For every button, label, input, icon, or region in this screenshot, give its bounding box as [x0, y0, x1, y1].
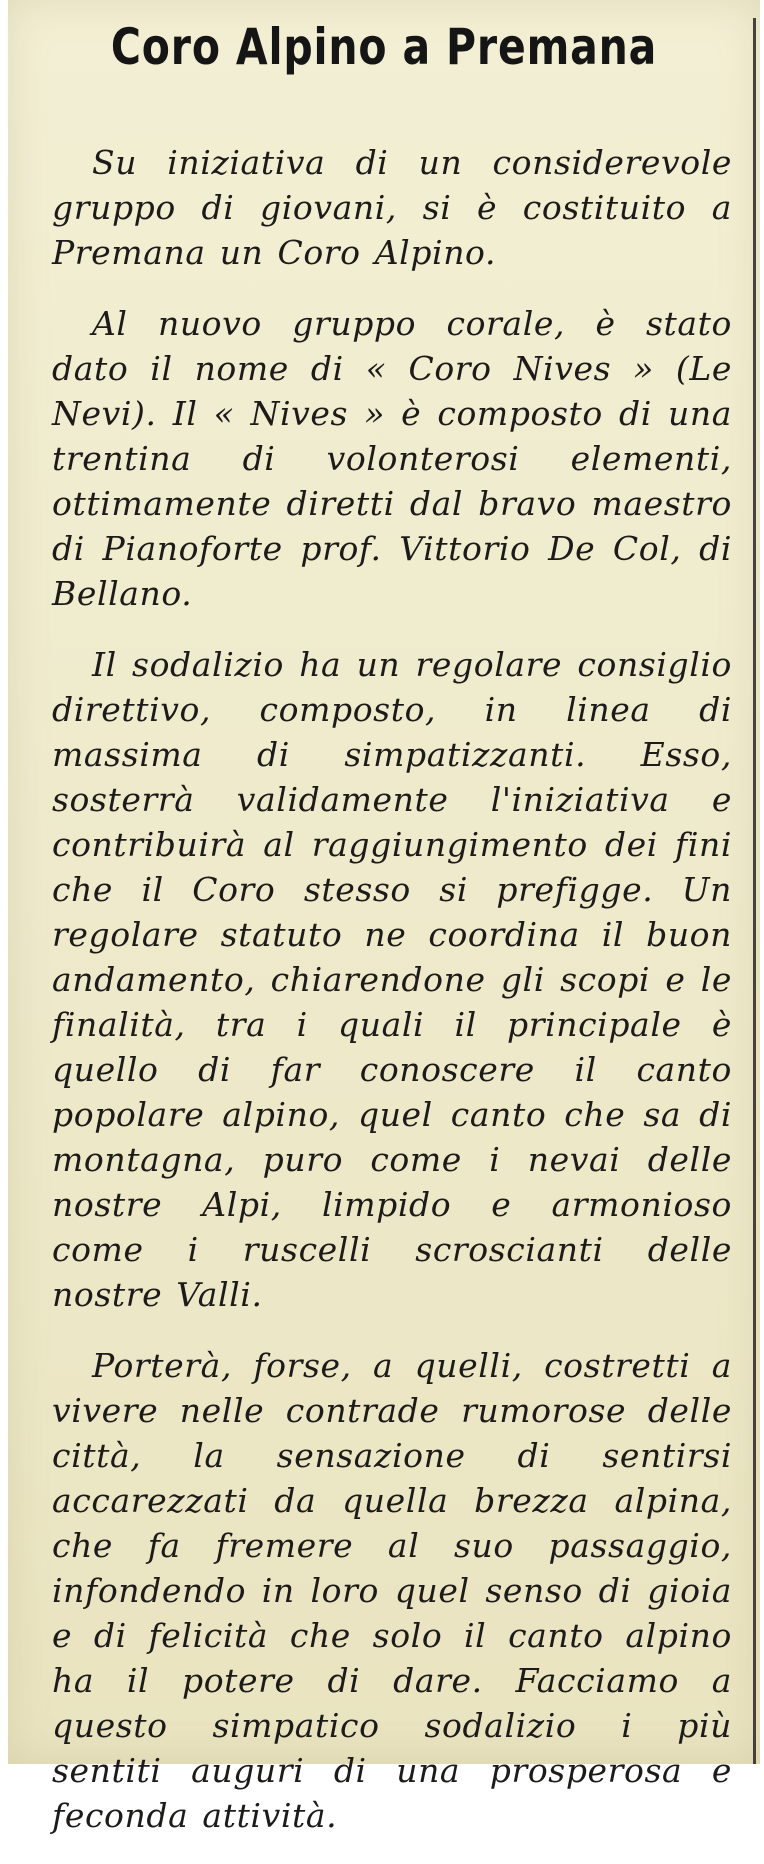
clipping-edge-divider: [753, 18, 756, 1764]
article-paragraph-1: Su iniziativa di un considerevole gruppo di giovani, si è costituito a Premana un Coro Alpino.: [52, 143, 732, 272]
article-paragraph-4: Porterà, forse, a quelli, costretti a vivere nelle contrade rumorose delle città, la sensazione di sentirsi accarezzati da quella brezza alpina, che fa fremere al suo passaggio, infondendo in loro quel senso di gioia e di felicità che solo il canto alpino ha il potere di dare. Facciamo a questo simpatico sodalizio i più sentiti auguri di una prosperosa e feconda attività.: [52, 1346, 732, 1835]
article-paragraph-3: Il sodalizio ha un regolare consiglio direttivo, composto, in linea di massima di simpatizzanti. Esso, sosterrà validamente l'iniziativa e contribuirà al raggiungimento dei fini che il Coro stesso si prefigge. Un regolare statuto ne coordina il buon andamento, chiarendone gli scopi e le finalità, tra i quali il principale è quello di far conoscere il canto popolare alpino, quel canto che sa di montagna, puro come i nevai delle nostre Alpi, limpido e armonioso come i ruscelli scroscianti delle nostre Valli.: [52, 645, 732, 1314]
article-paragraph-2: Al nuovo gruppo corale, è stato dato il nome di « Coro Nives » (Le Nevi). Il « Nives » è composto di una trentina di volonterosi elementi, ottimamente diretti dal bravo maestro di Pianoforte prof. Vittorio De Col, di Bellano.: [52, 304, 732, 613]
article-body: [52, 140, 732, 1864]
newspaper-clipping: [8, 0, 760, 1835]
article-title: Coro Alpino a Premana: [110, 18, 658, 76]
